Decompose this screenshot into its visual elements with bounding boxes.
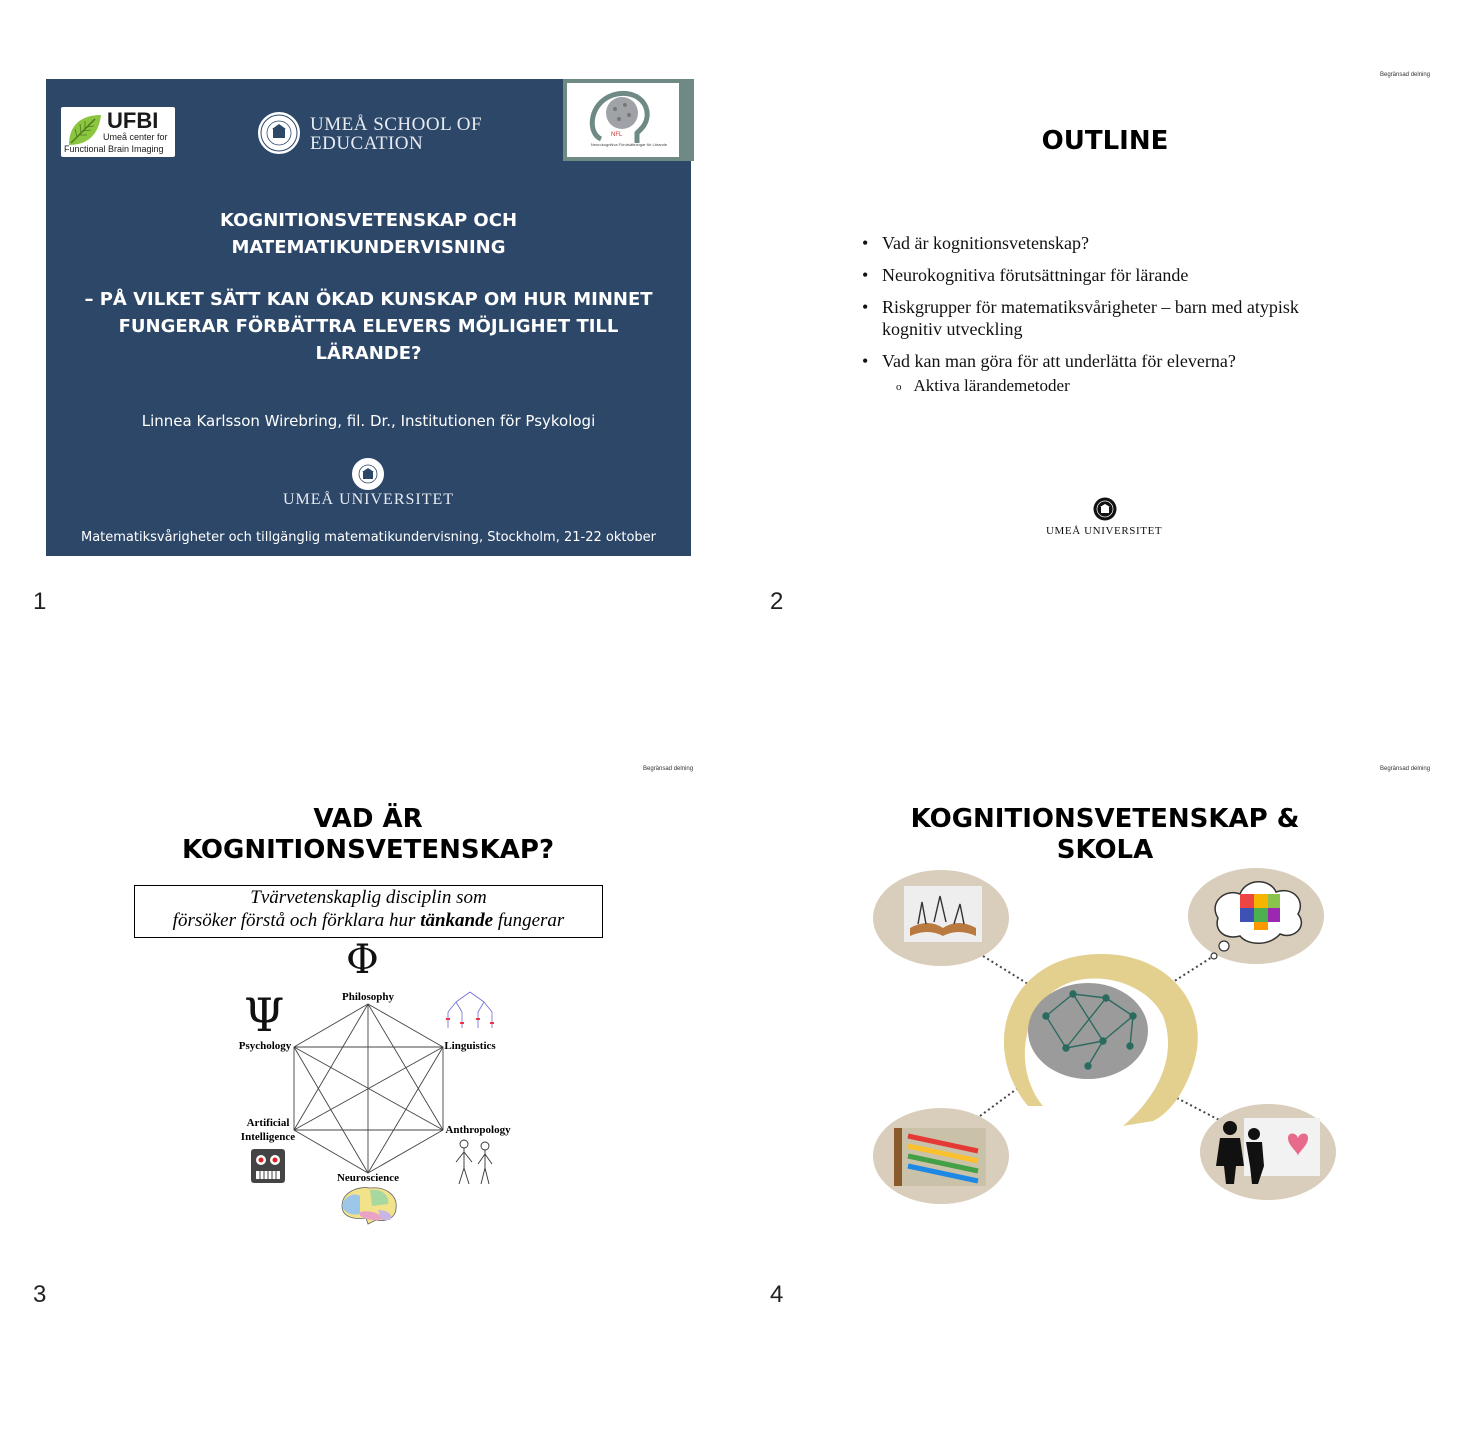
watermark: Begränsad delning (1380, 766, 1431, 772)
title-line-1: VAD ÄR (313, 804, 423, 834)
page-number-1: 1 (33, 588, 47, 615)
robot-icon (250, 1145, 286, 1185)
slide-1 (46, 79, 691, 556)
subtitle-line-3: LÄRANDE? (315, 343, 422, 364)
psi-icon: Ψ (244, 988, 285, 1042)
abacus-illustration (873, 1108, 1009, 1204)
title-line-2: KOGNITIONSVETENSKAP? (181, 835, 555, 865)
label-psychology: Psychology (238, 1040, 292, 1052)
school-of-education-logo (310, 115, 482, 153)
puzzle-thought-illustration (1188, 868, 1324, 964)
ufbi-line1: Umeå center for (103, 132, 168, 142)
author: Linnea Karlsson Wirebring, fil. Dr., Institutionen för Psykologi (141, 412, 596, 430)
slide1-subtitle (76, 286, 661, 367)
sub-list-item-label: Aktiva lärandemetoder (913, 376, 1070, 395)
university-name: UMEÅ UNIVERSITET (1046, 525, 1163, 537)
circle-bullet-icon: o (896, 381, 902, 393)
subtitle-line-2: FUNGERAR FÖRBÄTTRA ELEVERS MÖJLIGHET TILL (118, 316, 619, 337)
definition-line-1: Tvärvetenskaplig disciplin som (250, 887, 487, 908)
page-number-3: 3 (33, 1281, 47, 1308)
definition-box (134, 885, 603, 938)
slide4-title (880, 804, 1330, 866)
definition-text: försöker förstå och förklara hur (172, 910, 421, 931)
children-illustration (1200, 1104, 1336, 1200)
ufbi-logo (61, 107, 175, 157)
watermark: Begränsad delning (1380, 72, 1431, 78)
ufbi-line2: Functional Brain Imaging (64, 144, 164, 154)
sub-list-item (896, 376, 1070, 396)
definition-line-2 (135, 909, 602, 932)
nfl-label: NFL (611, 132, 623, 138)
brain-icon (338, 1184, 400, 1226)
label-ai-line1: Artificial (246, 1117, 290, 1129)
slide1-title (76, 207, 661, 261)
cognitive-science-hexagon (280, 990, 460, 1190)
conference-footer: Matematiksvårigheter och tillgänglig matematikundervisning, Stockholm, 21-22 oktober (80, 530, 656, 545)
umea-seal-icon (258, 112, 300, 154)
label-ai-line2: Intelligence (240, 1131, 296, 1143)
phi-icon: Φ (346, 937, 379, 983)
slide2-title: OUTLINE (1041, 126, 1169, 156)
title-line-2: SKOLA (1056, 835, 1154, 865)
watermark: Begränsad delning (643, 766, 694, 772)
subtitle-line-1: – PÅ VILKET SÄTT KAN ÖKAD KUNSKAP OM HUR MINNET (84, 289, 653, 310)
school-line1: UMEÅ SCHOOL OF (310, 114, 483, 135)
label-philosophy: Philosophy (342, 991, 394, 1003)
umea-seal-icon (352, 458, 384, 490)
slide3-title (110, 804, 626, 866)
human-figures-icon (452, 1138, 498, 1188)
list-item: • Neurokognitiva förutsättningar för lärande (862, 264, 1322, 286)
page-number-2: 2 (770, 588, 784, 615)
list-item: • Riskgrupper för matematiksvårigheter – barn med atypisk kognitiv utveckling (862, 296, 1322, 340)
title-line-1: KOGNITIONSVETENSKAP & (910, 804, 1300, 834)
list-item: • Vad kan man göra för att underlätta för eleverna? (862, 350, 1322, 372)
label-linguistics: Linguistics (444, 1040, 496, 1052)
title-line-2: MATEMATIKUNDERVISNING (231, 237, 506, 258)
title-line-1: KOGNITIONSVETENSKAP OCH (219, 210, 518, 231)
outline-list (862, 232, 1322, 382)
definition-text: fungerar (493, 910, 565, 931)
nfl-logo (563, 79, 694, 161)
ufbi-title: UFBI (107, 108, 159, 133)
definition-emphasis: tänkande (420, 910, 494, 931)
university-name: UMEÅ UNIVERSITET (282, 491, 455, 508)
syntax-tree-icon (440, 988, 500, 1038)
cognition-school-diagram (868, 866, 1344, 1210)
umea-seal-icon (1093, 497, 1117, 521)
label-ai (232, 1116, 304, 1144)
list-item: • Vad är kognitionsvetenskap? (862, 232, 1322, 254)
nfl-sub: Neurokognitiva Förutsättningar för Lärande (590, 142, 668, 147)
school-line2: EDUCATION (310, 133, 424, 154)
page-number-4: 4 (770, 1281, 784, 1308)
label-anthropology: Anthropology (445, 1124, 511, 1136)
label-neuroscience: Neuroscience (336, 1172, 400, 1184)
book-illustration (873, 870, 1009, 966)
